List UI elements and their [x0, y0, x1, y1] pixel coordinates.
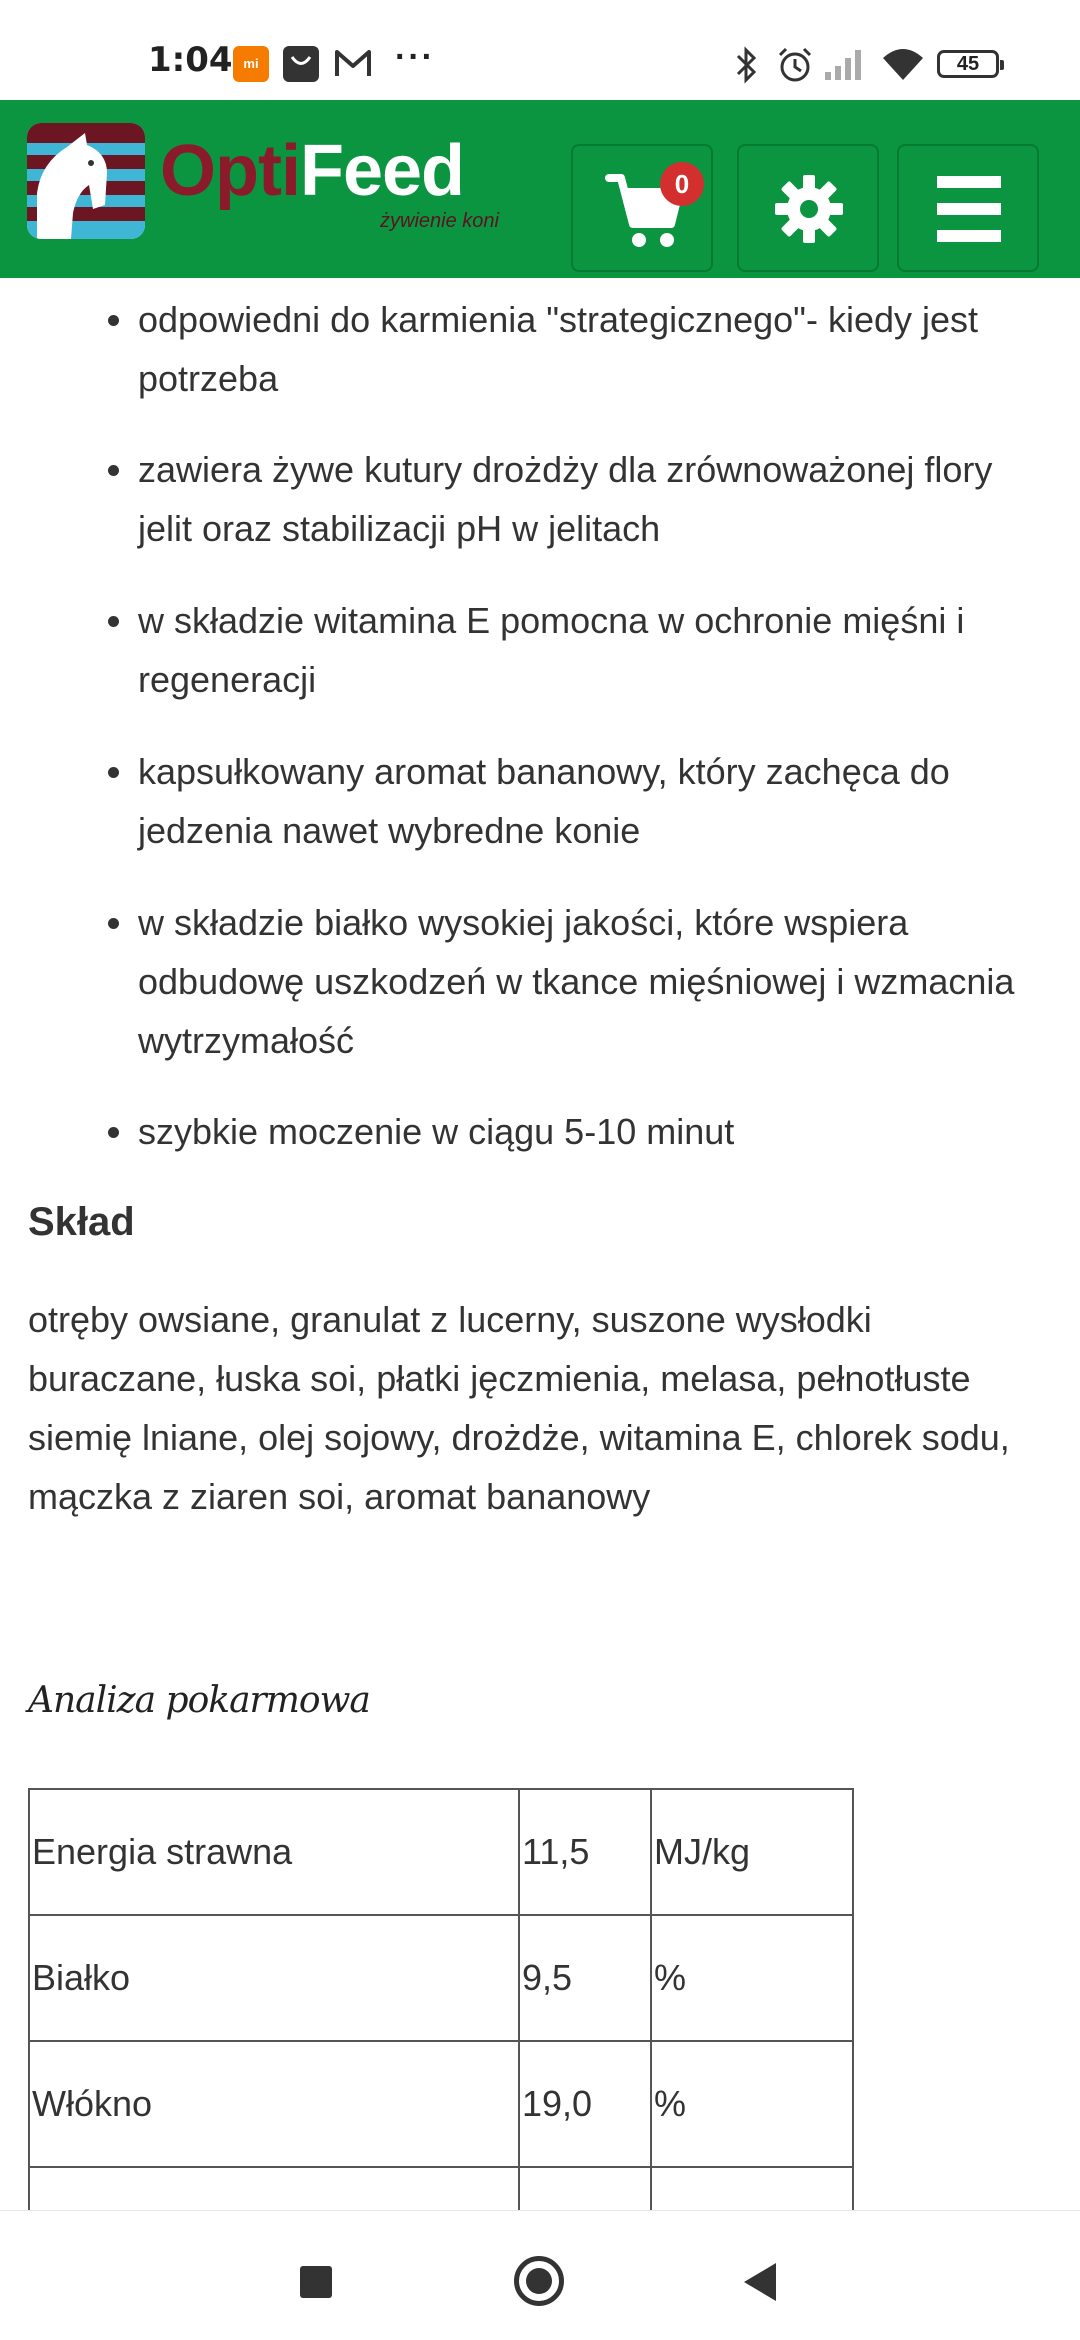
table-row	[29, 1789, 853, 1915]
signal-icon	[823, 46, 865, 87]
gmail-icon	[333, 46, 373, 87]
feature-item: kapsułkowany aromat bananowy, który zachęca do jedzenia nawet wybredne konie	[138, 742, 1038, 860]
feature-item: szybkie moczenie w ciągu 5-10 minut	[138, 1102, 1038, 1161]
status-bar	[0, 0, 1080, 100]
battery-indicator: 45	[937, 50, 999, 78]
gear-icon	[773, 173, 845, 245]
home-button[interactable]	[514, 2256, 564, 2306]
status-time: 1:04	[148, 40, 233, 80]
nutrient-value: 19,0	[519, 2041, 651, 2167]
nutrient-value: 11,5	[519, 1789, 651, 1915]
nutrient-unit: %	[651, 1915, 853, 2041]
bluetooth-icon	[732, 46, 762, 89]
hamburger-menu-icon	[937, 176, 1001, 242]
mi-icon: mi	[233, 46, 269, 82]
menu-button[interactable]	[897, 144, 1039, 272]
wifi-icon	[880, 46, 926, 87]
cart-button[interactable]	[571, 144, 713, 272]
feature-item: odpowiedni do karmienia "strategicznego"- kiedy jest potrzeba	[138, 290, 1038, 408]
nutrient-unit: MJ/kg	[651, 1789, 853, 1915]
logo-horse-icon[interactable]	[27, 123, 145, 239]
nutrient-value: 9,5	[519, 1915, 651, 2041]
nutrient-name: Białko	[29, 1915, 519, 2041]
composition-heading: Skład	[28, 1200, 135, 1244]
logo-tagline: żywienie koni	[380, 210, 499, 232]
nutrient-unit: %	[651, 2041, 853, 2167]
alarm-icon	[775, 46, 815, 89]
feature-item: w składzie witamina E pomocna w ochronie mięśni i regeneracji	[138, 591, 1038, 709]
nutrient-name: Włókno	[29, 2041, 519, 2167]
logo-wordmark[interactable]	[160, 130, 464, 212]
nutrient-name: Energia strawna	[29, 1789, 519, 1915]
recent-apps-button[interactable]	[300, 2266, 332, 2298]
table-row	[29, 1915, 853, 2041]
settings-button[interactable]	[737, 144, 879, 272]
system-nav-bar	[0, 2210, 1080, 2340]
back-button[interactable]	[744, 2263, 776, 2301]
logo-feed: Feed	[299, 131, 465, 211]
bag-icon	[283, 46, 319, 82]
logo-opti: Opti	[160, 131, 300, 211]
more-notifications-icon: ···	[395, 38, 435, 76]
table-row	[29, 2041, 853, 2167]
site-header	[0, 100, 1080, 278]
composition-text: otręby owsiane, granulat z lucerny, suszone wysłodki buraczane, łuska soi, płatki jęczmienia, melasa, pełnotłuste siemię lniane, olej sojowy, drożdże, witamina E, chlorek sodu, mączka z ziaren soi, aromat bananowy	[28, 1299, 1010, 1517]
analysis-heading: Analiza pokarmowa	[28, 1680, 370, 1721]
feature-item: w składzie białko wysokiej jakości, które wspiera odbudowę uszkodzeń w tkance mięśniowej i wzmacnia wytrzymałość	[138, 893, 1038, 1070]
cart-count-badge: 0	[660, 162, 704, 206]
feature-item: zawiera żywe kutury drożdży dla zrównoważonej flory jelit oraz stabilizacji pH w jelitach	[138, 440, 1038, 558]
